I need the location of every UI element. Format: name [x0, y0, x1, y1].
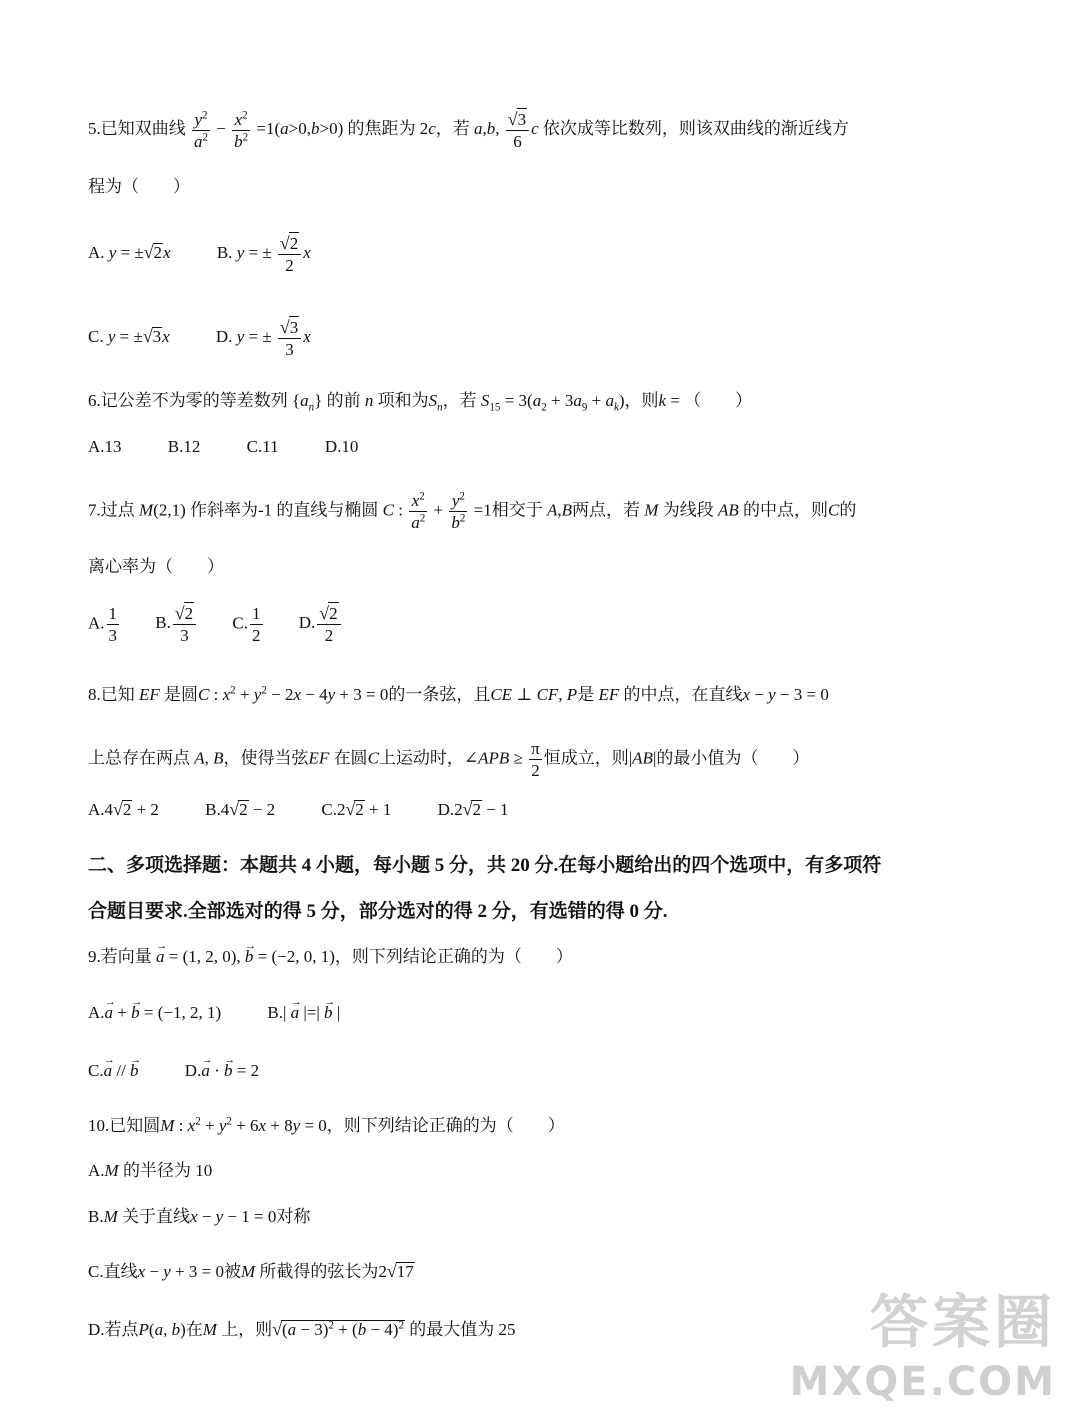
q6-text: ，则 — [624, 391, 659, 410]
q10-option-d: D.若点P(a, b)在M 上，则$√(a - 3)^2 + (b - 4)^2$ 的最大值为 25 — [88, 1319, 516, 1339]
q10-text: ，则下列结论正确的为（ ） — [326, 1116, 565, 1135]
q9-option-b: B.| → a |=| → b | — [267, 1004, 340, 1021]
q8-text: 在圆 — [333, 748, 368, 768]
q9-stem: 9.若向量 → a = (1, 2, 0), → b = (−2, 0, 1)，则下列结论正确的为（ ） — [88, 948, 1020, 965]
q5-focal: 2c — [419, 119, 436, 139]
q5-sequence: a,b, — [474, 119, 500, 139]
q8-text: 是圆 — [164, 685, 199, 704]
q7-text: 相交于 — [491, 500, 543, 520]
q8-option-d: D.2√2 − 1 — [437, 799, 509, 819]
q8-stem-line1: 8.已知 EF 是圆C : $x^2 + y^2 - 2x - 4y + 3 = 0$的一条弦，且CE ⊥ CF, P是 EF 的中点，在直线x − y − 3 = 0 — [88, 684, 829, 704]
q9-options-row2 — [88, 1062, 1020, 1079]
q6-option-a: A.13 — [88, 437, 122, 456]
watermark-text-url: MXQE.COM — [789, 1359, 1056, 1405]
q5-text: 5.已知双曲线 — [88, 119, 186, 139]
q8-text: ，使得当弦 — [223, 748, 309, 768]
q7-text: 为线段 — [662, 500, 714, 520]
q10-stem: 10.已知圆M : $x^2 + y^2 + 6x + 8y = 0$，则下列结论正确的为（ ） — [88, 1115, 565, 1135]
q7-option-c: C. $\frac{1}{2}$ — [232, 603, 261, 645]
q6-text: 6.记公差不为零的等差数列 — [88, 391, 288, 410]
q5-text: ，若 — [435, 119, 470, 139]
q5-stem-line2: 程为（ ） — [88, 177, 190, 196]
q7-text: 的中点，则 — [742, 500, 828, 520]
q7-text: 作斜率为-1 的直线与椭圆 — [190, 500, 379, 520]
q9-text: ，则下列结论正确的为（ ） — [334, 947, 573, 966]
q5-option-a: A. y = ±√2x — [88, 242, 171, 263]
q5-option-b: B. y = ± $\frac{√2}{2}$ x — [216, 233, 311, 276]
q6-sequence: $\{a_n\}$ — [292, 391, 323, 414]
q7-option-b: B. $\frac{√2}{3}$ — [155, 602, 198, 647]
q8-option-c: C.2√2 + 1 — [321, 799, 392, 819]
q9-option-a: A.→ a + → b = (−1, 2, 1) — [88, 1004, 221, 1021]
q10-option-a: A.M 的半径为 10 — [88, 1161, 213, 1180]
q7-stem-line1: 7.过点 M(2,1) 作斜率为-1 的直线与椭圆 C : $\frac{x^2}{a^2}$ + $\frac{y^2}{b^2}$ =1相交于 A,B两点，若 M 为线段 AB 的中点，则C的 — [88, 490, 857, 533]
q8-text: 上运动时， — [378, 748, 464, 768]
watermark-logo — [790, 1275, 1056, 1405]
q5-option-d: D. y = ± $\frac{√3}{3}$ x — [215, 317, 311, 360]
q7-stem-line2: 离心率为（ ） — [88, 557, 224, 576]
q5-fraction-sqrt3-6: $\frac{√3}{6}$ — [506, 108, 529, 153]
q6-option-b: B.12 — [167, 437, 201, 456]
q5-text: 依次成等比数列，则该双曲线的渐近线方 — [542, 119, 849, 139]
q6-text: 的前 — [326, 391, 361, 410]
q5-option-c: C. y = ±√3x — [88, 326, 170, 347]
q8-stem-line2: 上总存在两点 A, B，使得当弦EF 在圆C上运动时，∠APB ≥ $\frac{\pi}{2}$ 恒成立，则|AB|的最小值为（ ） — [88, 739, 810, 781]
q8-text: 8.已知 — [88, 685, 135, 704]
q8-text: 的中点，在直线 — [623, 685, 743, 704]
q10-text: 10.已知圆 — [88, 1116, 161, 1135]
q6-options — [88, 438, 1020, 455]
q7-fraction-x2a2: $\frac{x^2}{a^2}$ — [411, 490, 426, 533]
section2-heading-line1: 二、多项选择题：本题共 4 小题，每小题 5 分，共 20 分.在每小题给出的四个选项中，有多项符 — [88, 855, 882, 876]
q7-option-d: D. $\frac{√2}{2}$ — [299, 602, 343, 647]
q5-equation-tail: =1(a>0,b>0) — [256, 119, 344, 139]
q5-fraction-y2a2: $\frac{y^2}{a^2}$ — [194, 108, 209, 151]
q6-text: ，若 — [442, 391, 477, 410]
q8-text: 是 — [577, 685, 595, 704]
q6-text: 项和为 — [377, 391, 429, 410]
q6-stem: 6.记公差不为零的等差数列 $\{a_n\}$ 的前 n 项和为$S_n$，若 $S_{15} = 3(a_2 + 3a_9 + a_k)$，则k = （ ） — [88, 391, 753, 414]
q8-text: 上总存在两点 — [88, 748, 190, 768]
q7-text: 7.过点 — [88, 500, 135, 520]
q8-options — [88, 800, 1020, 819]
q8-text: 的最小值为（ ） — [656, 748, 810, 768]
q5-text: 的焦距为 — [347, 119, 416, 139]
q8-option-b: B.4√2 − 2 — [205, 799, 276, 819]
q10-option-c: C.直线x − y + 3 = 0被M 所截得的弦长为2√17 — [88, 1261, 414, 1281]
q6-option-d: D.10 — [324, 437, 359, 456]
q5-options-row2 — [88, 316, 1020, 361]
q7-text: 的 — [839, 500, 857, 520]
q9-text: 9.若向量 — [88, 947, 152, 966]
q8-option-a: A.4√2 + 2 — [88, 799, 159, 819]
q7-text: 两点，若 — [572, 500, 641, 520]
q7-option-a: A. $\frac{1}{3}$ — [88, 603, 118, 645]
q5-stem-line1: 5.已知双曲线 $\frac{y^2}{a^2}$ − $\frac{x^2}{b^2}$ =1(a>0,b>0) 的焦距为 2c，若 a,b, $\frac{√3}{6}$ c 依次成等比数列，则该双曲线的渐近线方 — [88, 108, 849, 152]
q7-fraction-y2b2: $\frac{y^2}{b^2}$ — [451, 490, 466, 533]
q9-option-c: C.→ a // → b — [88, 1062, 139, 1079]
q9-options-row1 — [88, 1004, 1020, 1021]
q8-text: 恒成立，则 — [543, 748, 629, 768]
q6-option-c: C.11 — [246, 437, 279, 456]
q5-options-row1 — [88, 232, 1020, 277]
watermark-text-cn: 答案圈 — [869, 1288, 1056, 1356]
q10-option-b: B.M 关于直线x − y − 1 = 0对称 — [88, 1207, 311, 1226]
q8-text: 的一条弦，且 — [388, 685, 491, 704]
q6-equation: $S_{15} = 3(a_2 + 3a_9 + a_k)$ — [480, 391, 625, 414]
section2-heading-line2: 合题目要求.全部选对的得 5 分，部分选对的得 2 分，有选错的得 0 分. — [88, 901, 668, 922]
q5-fraction-x2b2: $\frac{x^2}{b^2}$ — [234, 108, 249, 151]
q7-options — [88, 602, 1020, 647]
q6-text: （ ） — [684, 391, 753, 410]
q9-option-d: D.→ a · → b = 2 — [185, 1062, 259, 1079]
